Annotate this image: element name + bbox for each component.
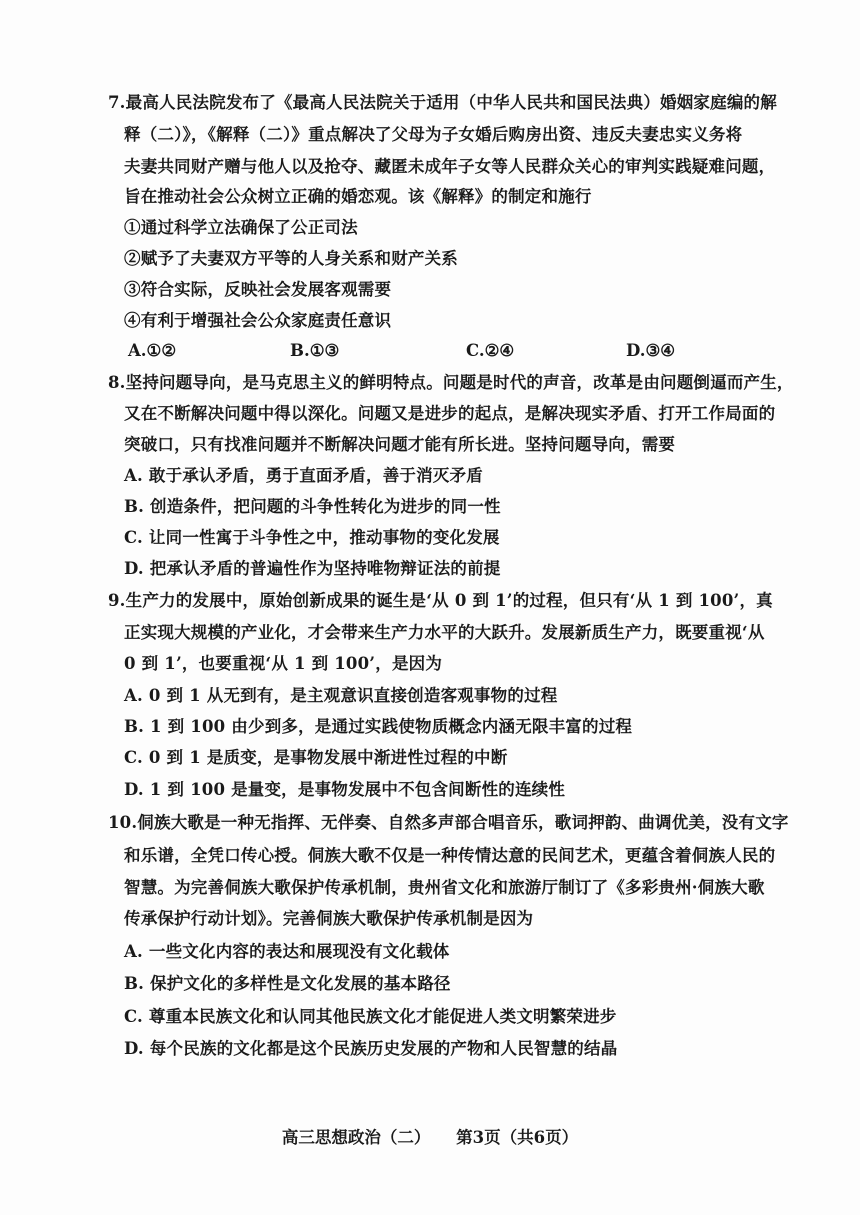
page-footer — [0, 1124, 860, 1148]
q8-option-d: D. 把承认矛盾的普遍性作为坚持唯物辩证法的前提 — [124, 559, 501, 578]
q8-stem-line-1: 8.坚持问题导向，是马克思主义的鲜明特点。问题是时代的声音，改革是由问题倒逼而产生， — [108, 373, 794, 392]
q9-stem-line-1: 9.生产力的发展中，原始创新成果的诞生是‘从 0 到 1’的过程，但只有‘从 1 到 100’，真 — [108, 591, 773, 610]
q8-option-a: A. 敢于承认矛盾，勇于直面矛盾，善于消灭矛盾 — [124, 466, 483, 485]
q10-stem-line-1: 10.侗族大歌是一种无指挥、无伴奏、自然多声部合唱音乐，歌词押韵、曲调优美，没有文字 — [108, 813, 789, 832]
q7-stem-line-4: 旨在推动社会公众树立正确的婚恋观。该《解释》的制定和施行 — [124, 187, 592, 206]
q7-statement-3: ③符合实际，反映社会发展客观需要 — [124, 280, 392, 299]
q7-option-b: B.①③ — [290, 341, 340, 360]
q8-option-b: B. 创造条件，把问题的斗争性转化为进步的同一性 — [124, 497, 501, 516]
q7-option-d: D.③④ — [626, 341, 676, 360]
q10-option-d: D. 每个民族的文化都是这个民族历史发展的产物和人民智慧的结晶 — [124, 1039, 618, 1058]
q7-statement-2: ②赋予了夫妻双方平等的人身关系和财产关系 — [124, 249, 458, 268]
q9-stem-line-3: 0 到 1’，也要重视‘从 1 到 100’，是因为 — [124, 654, 443, 673]
q10-stem-line-4: 传承保护行动计划》。完善侗族大歌保护传承机制是因为 — [124, 909, 534, 928]
q10-option-b: B. 保护文化的多样性是文化发展的基本路径 — [124, 974, 451, 993]
q7-option-a: A.①② — [128, 341, 177, 360]
q7-stem-line-3: 夫妻共同财产赠与他人以及抢夺、藏匿未成年子女等人民群众关心的审判实践疑难问题， — [124, 157, 776, 176]
footer-subject: 高三思想政治（二） — [281, 1128, 431, 1147]
q7-statement-4: ④有利于增强社会公众家庭责任意识 — [124, 311, 392, 330]
q10-option-a: A. 一些文化内容的表达和展现没有文化载体 — [124, 942, 450, 961]
q7-statement-1: ①通过科学立法确保了公正司法 — [124, 218, 358, 237]
q8-option-c: C. 让同一性寓于斗争性之中，推动事物的变化发展 — [124, 528, 500, 547]
q10-stem-line-2: 和乐谱，全凭口传心授。侗族大歌不仅是一种传情达意的民间艺术，更蕴含着侗族人民的 — [124, 846, 776, 865]
q9-stem-line-2: 正实现大规模的产业化，才会带来生产力水平的大跃升。发展新质生产力，既要重视‘从 — [124, 623, 765, 642]
q9-option-a: A. 0 到 1 从无到有，是主观意识直接创造客观事物的过程 — [124, 686, 558, 705]
q10-stem-line-3: 智慧。为完善侗族大歌保护传承机制，贵州省文化和旅游厅制订了《多彩贵州·侗族大歌 — [124, 878, 765, 897]
footer-page-number: 第3页（共6页） — [456, 1128, 579, 1147]
q8-stem-line-3: 突破口，只有找准问题并不断解决问题才能有所长进。坚持问题导向，需要 — [124, 435, 676, 454]
q7-option-c: C.②④ — [466, 341, 515, 360]
q10-option-c: C. 尊重本民族文化和认同其他民族文化才能促进人类文明繁荣进步 — [124, 1007, 617, 1026]
q7-stem-line-2: 释（二）》，《解释（二）》重点解决了父母为子女婚后购房出资、违反夫妻忠实义务将 — [124, 125, 743, 144]
q8-stem-line-2: 又在不断解决问题中得以深化。问题又是进步的起点，是解决现实矛盾、打开工作局面的 — [124, 404, 776, 423]
q9-option-c: C. 0 到 1 是质变，是事物发展中渐进性过程的中断 — [124, 748, 508, 767]
q7-stem-line-1: 7.最高人民法院发布了《最高人民法院关于适用（中华人民共和国民法典）婚姻家庭编的解 — [108, 93, 777, 112]
q9-option-b: B. 1 到 100 由少到多，是通过实践使物质概念内涵无限丰富的过程 — [124, 717, 633, 736]
q9-option-d: D. 1 到 100 是量变，是事物发展中不包含间断性的连续性 — [124, 780, 566, 799]
